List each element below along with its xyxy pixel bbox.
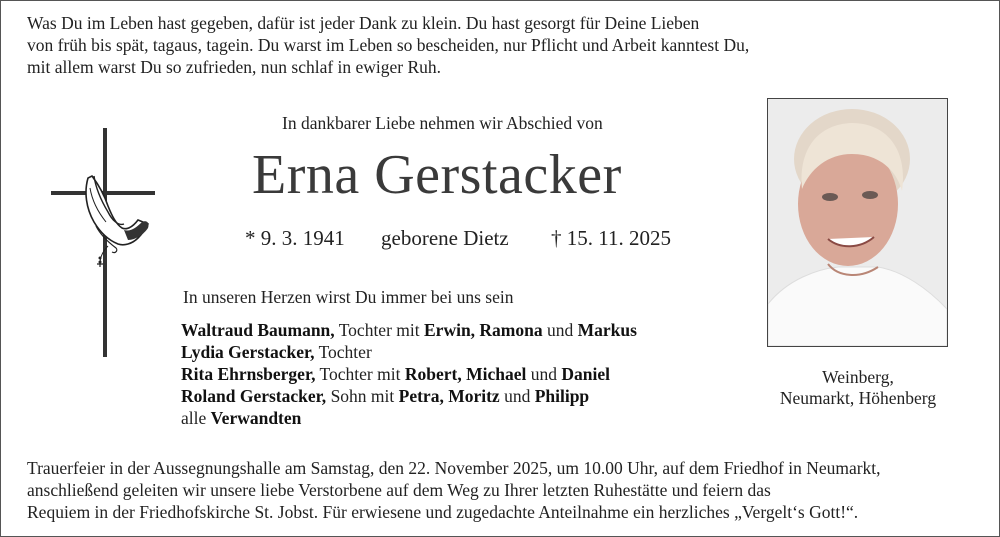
mourner-name: Lydia Gerstacker, xyxy=(181,342,315,362)
mourner-and: und xyxy=(499,386,535,406)
praying-hands-icon xyxy=(78,172,150,267)
service-line: Requiem in der Friedhofskirche St. Jobst. Für erwiesene und zugedachte Anteilnahme ein herzliches „Vergelt‘s Gott!“. xyxy=(27,502,859,522)
mourner-line xyxy=(181,407,637,429)
place-line: Weinberg, xyxy=(822,367,894,387)
mourner-relation: Sohn mit xyxy=(326,386,399,406)
mourner-line xyxy=(181,385,637,407)
deceased-name: Erna Gerstacker xyxy=(252,144,622,206)
poem-line: Was Du im Leben hast gegeben, dafür ist jeder Dank zu klein. Du hast gesorgt für Deine Lieben xyxy=(27,13,700,33)
intro-line: In dankbarer Liebe nehmen wir Abschied von xyxy=(282,113,603,133)
mourner-and: und xyxy=(526,364,562,384)
mourner-name: Verwandten xyxy=(210,408,302,428)
portrait-photo xyxy=(767,98,948,347)
poem-line: von früh bis spät, tagaus, tagein. Du warst im Leben so bescheiden, nur Pflicht und Arbeit kanntest Du, xyxy=(27,35,750,55)
birth-date: * 9. 3. 1941 xyxy=(245,226,345,250)
mourner-line xyxy=(181,319,637,341)
service-line: anschließend geleiten wir unsere liebe Verstorbene auf dem Weg zu Ihrer letzten Ruhestätte und feiern das xyxy=(27,480,771,500)
mourner-prefix: alle xyxy=(181,408,211,428)
mourner-family: Philipp xyxy=(534,386,590,406)
mourner-family: Markus xyxy=(577,320,637,340)
poem-line: mit allem warst Du so zufrieden, nun schlaf in ewiger Ruh. xyxy=(27,57,442,77)
service-line: Trauerfeier in der Aussegnungshalle am Samstag, den 22. November 2025, um 10.00 Uhr, auf dem Friedhof in Neumarkt, xyxy=(27,458,881,478)
portrait-image xyxy=(768,99,947,346)
death-date: † 15. 11. 2025 xyxy=(551,226,671,250)
residence xyxy=(760,367,956,409)
place-line: Neumarkt, Höhenberg xyxy=(779,388,937,408)
mourner-line xyxy=(181,341,637,363)
mourner-relation: Tochter xyxy=(314,342,372,362)
mourner-family: Daniel xyxy=(561,364,610,384)
mourner-relation: Tochter mit xyxy=(334,320,424,340)
mourner-and: und xyxy=(542,320,578,340)
mourner-line xyxy=(181,363,637,385)
mourner-name: Rita Ehrnsberger, xyxy=(181,364,316,384)
heart-line: In unseren Herzen wirst Du immer bei uns sein xyxy=(183,287,514,307)
maiden-name: geborene Dietz xyxy=(381,226,509,250)
mourner-family: Petra, Moritz xyxy=(398,386,500,406)
mourners-list xyxy=(181,319,637,429)
mourner-relation: Tochter mit xyxy=(315,364,405,384)
mourner-family: Robert, Michael xyxy=(404,364,527,384)
mourner-family: Erwin, Ramona xyxy=(424,320,543,340)
service-info xyxy=(27,457,881,523)
mourner-name: Roland Gerstacker, xyxy=(181,386,327,406)
mourner-name: Waltraud Baumann, xyxy=(181,320,335,340)
poem xyxy=(27,12,749,78)
